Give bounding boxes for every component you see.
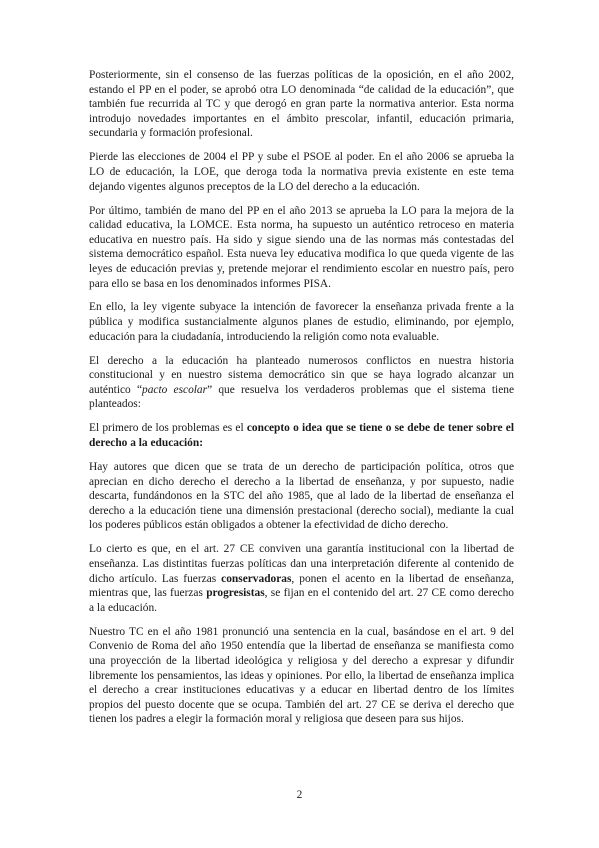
- paragraph-2: Pierde las elecciones de 2004 el PP y sube el PSOE al poder. En el año 2006 se aprueba la LO de educación, la LOE, que deroga toda la normativa previa existente en este tema dejando vigentes algunos preceptos de la LO del derecho a la educación.: [89, 151, 514, 193]
- paragraph-6-bold: concepto o idea que se tiene o se debe de tener sobre el derecho a la educación:: [89, 422, 514, 450]
- page-body: [89, 68, 514, 736]
- paragraph-6-text: El primero de los problemas es el: [89, 422, 247, 435]
- page-number: 2: [296, 789, 303, 801]
- paragraph-5-text-a: El derecho a la educación ha planteado numerosos conflictos en nuestra historia constitucional y en nuestro sistema democrático sin que se haya logrado alcanzar un auténtico “: [89, 354, 514, 396]
- paragraph-3: Por último, también de mano del PP en el año 2013 se aprueba la LO para la mejora de la calidad educativa, la LOMCE. Esta norma, ha supuesto un auténtico retroceso en materia educativa en nuestro país. Ha sido y sigue siendo una de las normas más contestadas del sistema democrático español. Esta nueva ley educativa modifica lo que queda vigente de las leyes de educación previas y, pretende mejorar el rendimiento escolar en nuestro país, pero para ello se basa en los denominados informes PISA.: [89, 204, 514, 290]
- paragraph-1: Posteriormente, sin el consenso de las fuerzas políticas de la oposición, en el año 2002, estando el PP en el poder, se aprobó otra LO denominada “de calidad de la educación”, que también fue recurrida al TC y que derogó en gran parte la normativa anterior. Esta norma introdujo novedades importantes en el ámbito prescolar, infantil, educación primaria, secundaria y formación profesional.: [89, 69, 514, 140]
- conservadoras-bold: conservadoras: [221, 572, 292, 585]
- paragraph-8: [89, 542, 514, 615]
- paragraph-7: Hay autores que dicen que se trata de un derecho de participación política, otros que aprecian en dicho derecho el derecho a la libertad de enseñanza, y por supuesto, nadie descarta, fundándonos en la STC del año 1985, que al lado de la libertad de enseñanza el derecho a la educación tiene una dimensión prestacional (derecho social), mediante la cual los poderes públicos están obligados a obtener la efectividad de dicho derecho.: [89, 461, 514, 532]
- paragraph-8-text-b: , ponen el acento en la libertad de enseñanza, mientras que, las fuerzas: [89, 572, 514, 600]
- progresistas-bold: progresistas: [206, 587, 265, 600]
- paragraph-5-text-b: ” que resuelva los verdaderos problemas que el sistema tiene planteados:: [89, 383, 515, 411]
- paragraph-8-text-a: Lo cierto es que, en el art. 27 CE conviven una garantía institucional con la libertad de enseñanza. Las distintitas fuerzas políticas dan una interpretación diferente al contenido de dicho artículo. Las fuerzas: [89, 543, 514, 585]
- paragraph-9: Nuestro TC en el año 1981 pronunció una sentencia en la cual, basándose en el art. 9 del Convenio de Roma del año 1950 entendía que la libertad de enseñanza se manifiesta como una proyección de la libertad ideológica y religiosa y del derecho a expresar y difundir libremente los pensamientos, las ideas y opiniones. Por ello, la libertad de enseñanza implica el derecho a crear instituciones educativas y a educar en libertad dentro de los límites propios del puesto docente que se ocupa. También del art. 27 CE se deriva el derecho que tienen los padres a elegir la formación moral y religiosa que deseen para sus hijos.: [89, 625, 514, 726]
- paragraph-6: [89, 421, 514, 450]
- pacto-escolar-emphasis: pacto escolar: [142, 383, 208, 396]
- paragraph-4: En ello, la ley vigente subyace la intención de favorecer la enseñanza privada frente a la pública y modifica sustancialmente algunos planes de estudio, eliminando, por ejemplo, educación para la ciudadanía, introduciendo la religión como nota evaluable.: [89, 301, 514, 343]
- paragraph-5: [89, 354, 514, 412]
- paragraph-8-text-c: , se fijan en el contenido del art. 27 CE como derecho a la educación.: [89, 587, 515, 614]
